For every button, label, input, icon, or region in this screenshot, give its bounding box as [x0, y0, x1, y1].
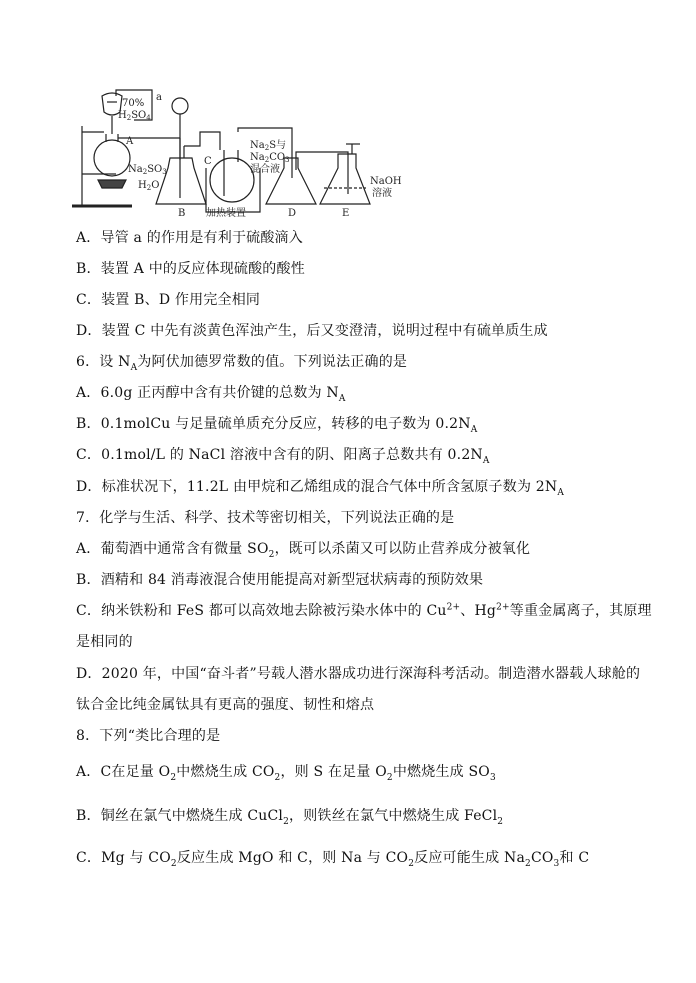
flask-a: [94, 140, 130, 176]
flask-e: [320, 154, 370, 204]
q5-option-d: D．装置 C 中先有淡黄色浑浊产生，后又变澄清，说明过程中有硫单质生成: [76, 323, 548, 339]
q5-option-c: C．装置 B、D 作用完全相同: [76, 292, 261, 308]
label-a: a: [156, 92, 162, 103]
burner-a: [98, 180, 126, 188]
q6-option-a: A．6.0g 正丙醇中含有共价键的总数为 $N_A$: [76, 385, 346, 404]
q7-stem: 7．化学与生活、科学、技术等密切相关，下列说法正确的是: [76, 510, 455, 526]
q7-option-d-line2: 钛合金比纯金属钛具有更高的强度、韧性和熔点: [76, 697, 375, 713]
q8-option-c: C．Mg 与 $CO_2$反应生成 MgO 和 C，则 Na 与 $CO_2$反应可能生成 $Na_2CO_3$和 C: [76, 850, 590, 869]
label-mix2: $Na_2CO_3$: [250, 152, 290, 164]
label-E: E: [342, 208, 350, 219]
label-mix1: $Na_2S$与: [250, 140, 287, 152]
flask-c: [210, 158, 254, 202]
q6-option-b: B．0.1molCu 与足量硫单质充分反应，转移的电子数为 $0.2N_A$: [76, 416, 478, 435]
label-solution: 溶液: [372, 188, 392, 199]
apparatus-diagram: [70, 88, 410, 220]
q7-option-a: A．葡萄酒中通常含有微量 $SO_2$，既可以杀菌又可以防止营养成分被氧化: [76, 541, 531, 560]
q7-option-c: C．纳米铁粉和 FeS 都可以高效地去除被污染水体中的 $Cu^{2+}$、$Hg^{2+}$等重金属离子，其原理: [76, 602, 652, 619]
q6-stem: 6．设 $N_A$为阿伏加德罗常数的值。下列说法正确的是: [76, 354, 408, 373]
label-acid: $H_2SO_4$: [118, 110, 151, 122]
q8-stem: 8．下列“类比合理的是: [76, 728, 221, 744]
label-C: C: [204, 156, 212, 167]
label-water: $H_2O$: [138, 180, 160, 192]
q6-option-c: C．0.1mol/L 的 NaCl 溶液中含有的阴、阳离子总数共有 $0.2N_A$: [76, 447, 490, 466]
apparatus-svg: [70, 88, 410, 220]
q7-option-b: B．酒精和 84 消毒液混合使用能提高对新型冠状病毒的预防效果: [76, 572, 484, 588]
q8-option-b: B．铜丝在氯气中燃烧生成 CuCl$_2$，则铁丝在氯气中燃烧生成 FeCl$_2$: [76, 808, 504, 827]
label-acid-pct: 70%: [122, 98, 145, 109]
safety-funnel: [172, 98, 188, 114]
q7-option-d-line1: D．2020 年，中国“奋斗者”号载人潜水器成功进行深海科考活动。制造潜水器载人球舱的: [76, 666, 641, 682]
label-mix3: 混合液: [250, 164, 280, 175]
q8-option-a: A．C在足量 $O_2$中燃烧生成 $CO_2$，则 S 在足量 $O_2$中燃烧生成 $SO_3$: [76, 764, 496, 783]
label-na2so3: $Na_2SO_3$: [128, 164, 167, 176]
label-B: B: [178, 208, 186, 219]
tube-b-c: [184, 132, 220, 150]
q5-option-a: A．导管 a 的作用是有利于硫酸滴入: [76, 230, 303, 246]
q7-option-c-line2: 是相同的: [76, 634, 133, 650]
label-heat: 加热装置: [206, 208, 246, 219]
q5-option-b: B．装置 A 中的反应体现硫酸的酸性: [76, 261, 305, 277]
q6-option-d: D．标准状况下，11.2L 由甲烷和乙烯组成的混合气体中所含氢原子数为 $2N_A$: [76, 479, 565, 498]
label-D: D: [288, 208, 297, 219]
label-naoh: NaOH: [370, 176, 402, 187]
label-A: A: [126, 136, 134, 147]
flask-b: [156, 158, 206, 204]
